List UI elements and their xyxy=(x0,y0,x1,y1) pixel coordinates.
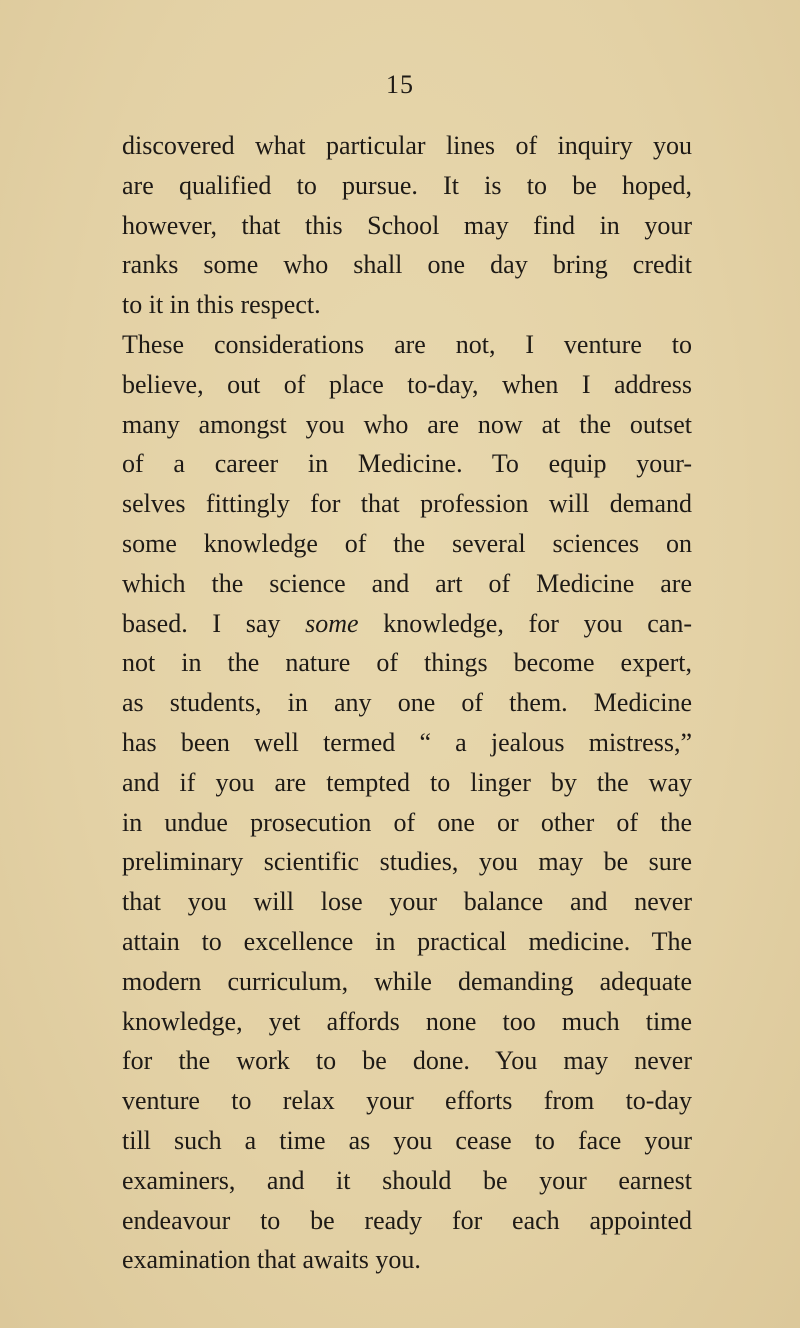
text-line: ranks some who shall one day bring credit xyxy=(122,250,692,280)
text-line: believe, out of place to-day, when I address xyxy=(122,369,692,399)
emphasized-word: some xyxy=(305,608,359,638)
text-line: some knowledge of the several sciences on xyxy=(122,528,692,558)
body-text xyxy=(122,126,692,1280)
text-line: of a career in Medicine. To equip your- xyxy=(122,449,692,479)
page-number: 15 xyxy=(386,70,414,99)
text-segment: based. I say xyxy=(122,608,281,638)
text-line: as students, in any one of them. Medicine xyxy=(122,688,692,718)
text-line-with-emphasis xyxy=(122,604,692,644)
text-line: has been well termed “ a jealous mistress,” xyxy=(122,727,692,757)
text-line: knowledge, yet affords none too much time xyxy=(122,1006,692,1036)
text-line: These considerations are not, I venture to xyxy=(122,329,692,359)
text-line: preliminary scientific studies, you may be sure xyxy=(122,847,692,877)
text-line: to it in this respect. xyxy=(122,290,321,320)
text-line: are qualified to pursue. It is to be hoped, xyxy=(122,170,692,200)
text-line: selves fittingly for that profession will demand xyxy=(122,489,692,519)
text-line: till such a time as you cease to face your xyxy=(122,1125,692,1155)
text-line: venture to relax your efforts from to-day xyxy=(122,1086,692,1116)
text-line: not in the nature of things become expert, xyxy=(122,648,692,678)
text-line: endeavour to be ready for each appointed xyxy=(122,1205,692,1235)
text-line: however, that this School may find in your xyxy=(122,210,692,240)
text-line: which the science and art of Medicine are xyxy=(122,568,692,598)
text-line: modern curriculum, while demanding adequate xyxy=(122,966,692,996)
text-line: attain to excellence in practical medicine. The xyxy=(122,926,692,956)
text-segment: knowledge, for you can- xyxy=(383,608,693,638)
text-line: for the work to be done. You may never xyxy=(122,1046,692,1076)
text-line: and if you are tempted to linger by the way xyxy=(122,767,692,797)
text-line: examiners, and it should be your earnest xyxy=(122,1165,692,1195)
text-line: that you will lose your balance and never xyxy=(122,887,692,917)
text-line: examination that awaits you. xyxy=(122,1245,421,1275)
text-line: many amongst you who are now at the outset xyxy=(122,409,692,439)
text-line: discovered what particular lines of inquiry you xyxy=(122,131,692,160)
text-line: in undue prosecution of one or other of the xyxy=(122,807,692,837)
